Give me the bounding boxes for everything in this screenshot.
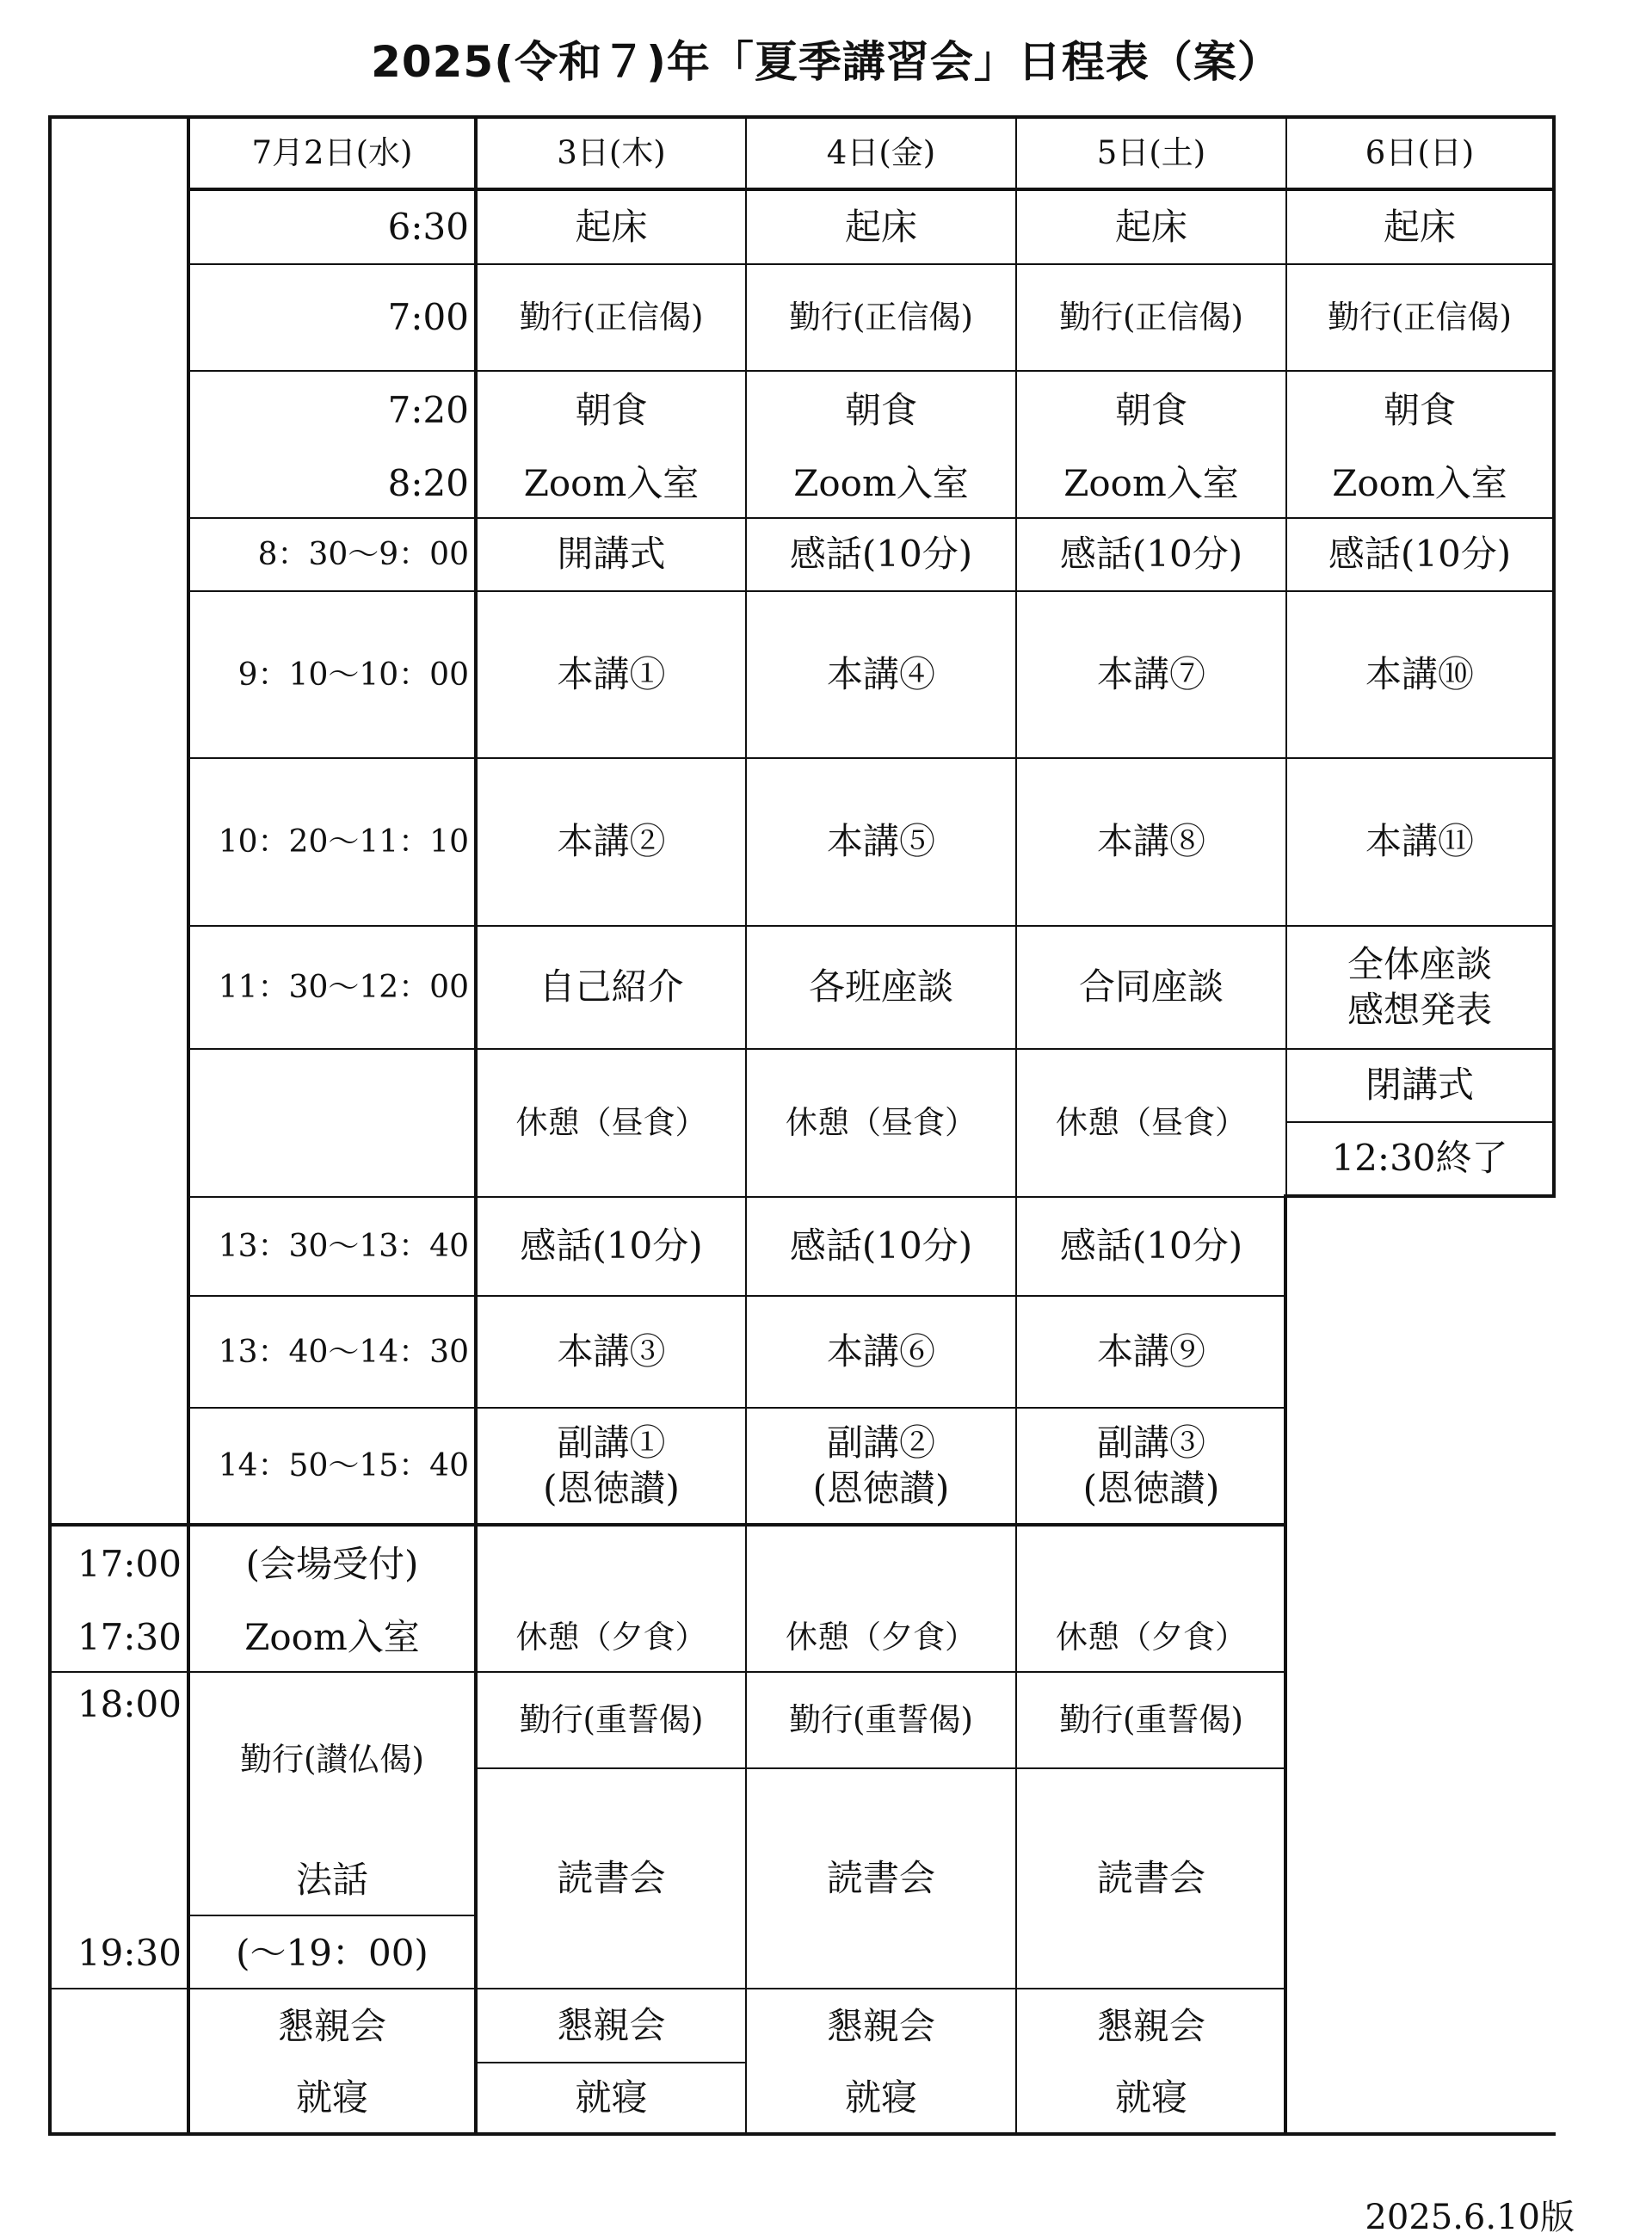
day3-breakfast: 朝食 (844, 389, 917, 432)
day1-zoom: Zoom入室 (244, 1615, 420, 1658)
page-title: 2025(令和７)年「夏季講習会」日程表（案） (371, 37, 1281, 87)
day3-dokusho: 読書会 (826, 1856, 935, 1899)
header-day5: 6日(日) (1365, 133, 1475, 171)
table-border-left (48, 115, 52, 2134)
day3-konshin: 懇親会 (826, 2004, 935, 2047)
day2-zoom: Zoom入室 (523, 462, 700, 505)
day4-wake: 起床 (1114, 205, 1187, 248)
day1-shushin: 就寝 (295, 2076, 368, 2119)
day3-fuku-title: 副講② (826, 1422, 935, 1464)
day3-wake: 起床 (844, 205, 917, 248)
day3-lunch: 休憩（昼食） (786, 1103, 977, 1141)
day3-fuku-sub: (恩徳讃) (812, 1466, 950, 1509)
day4-zoom: Zoom入室 (1063, 462, 1239, 505)
day3-gongyo-am: 勤行(正信偈) (789, 298, 973, 336)
day5-noon-line2: 感想発表 (1347, 988, 1492, 1031)
day4-fuku-title: 副講③ (1096, 1422, 1205, 1464)
header-day2: 3日(木) (557, 133, 666, 171)
day2-fuku (478, 1409, 745, 1523)
day4-k2: 本講⑧ (1096, 820, 1205, 863)
day4-noon: 合同座談 (1078, 965, 1224, 1008)
day4-first: 感話(10分) (1059, 533, 1243, 576)
time-0720: 7:20 (387, 389, 469, 432)
day4-k3: 本講⑨ (1096, 1329, 1205, 1372)
time-1730: 17:30 (77, 1615, 182, 1658)
day4-gongyo-pm: 勤行(重誓偈) (1059, 1700, 1243, 1738)
day2-noon: 自己紹介 (539, 965, 684, 1008)
day2-first: 開講式 (557, 533, 666, 576)
day2-lunch: 休憩（昼食） (515, 1103, 707, 1141)
day3-shushin: 就寝 (844, 2076, 917, 2119)
time-1130: 11：30～12：00 (218, 970, 469, 1005)
day3-k3: 本講⑥ (826, 1329, 935, 1372)
day5-wake: 起床 (1383, 205, 1456, 248)
day5-noon-line1: 全体座談 (1347, 943, 1492, 985)
day1-reception: (会場受付) (245, 1542, 419, 1585)
header-day3: 4日(金) (826, 133, 936, 171)
day5-k1: 本講⑩ (1365, 652, 1474, 695)
day5-zoom: Zoom入室 (1332, 462, 1507, 505)
day3-dinner: 休憩（夕食） (786, 1618, 977, 1656)
day1-howa: 法話 (295, 1858, 368, 1901)
table-border-right (1552, 115, 1556, 1198)
row-line (187, 370, 1556, 372)
day4-gongyo-am: 勤行(正信偈) (1059, 298, 1243, 336)
time-1330: 13：30～13：40 (218, 1229, 469, 1264)
time-1800: 18:00 (77, 1682, 182, 1725)
day5-gongyo-am: 勤行(正信偈) (1328, 298, 1512, 336)
day4-fuku-sub: (恩徳讃) (1082, 1466, 1220, 1509)
day3-noon: 各班座談 (808, 965, 953, 1008)
day3-fuku (747, 1409, 1015, 1523)
day4-lunch: 休憩（昼食） (1056, 1103, 1247, 1141)
version-label: 2025.6.10版 (1365, 2198, 1575, 2237)
row-line (187, 1915, 476, 1916)
day5-end: 12:30終了 (1331, 1137, 1508, 1180)
day5-first: 感話(10分) (1328, 533, 1512, 576)
time-0830: 8：30～9：00 (257, 537, 469, 572)
day3-k2: 本講⑤ (826, 820, 935, 863)
day3-kanwa: 感話(10分) (789, 1224, 973, 1268)
day4-breakfast: 朝食 (1114, 389, 1187, 432)
time-1930: 19:30 (77, 1931, 182, 1974)
day1-konshin: 懇親会 (277, 2004, 386, 2047)
day4-k1: 本講⑦ (1096, 652, 1205, 695)
day2-kanwa: 感話(10分) (520, 1224, 703, 1268)
day2-k3: 本講③ (557, 1329, 666, 1372)
day4-dokusho: 読書会 (1096, 1856, 1205, 1899)
day4-dinner: 休憩（夕食） (1056, 1618, 1247, 1656)
day2-dokusho: 読書会 (557, 1856, 666, 1899)
day2-gongyo-am: 勤行(正信偈) (519, 298, 704, 336)
time-1340: 13：40～14：30 (218, 1334, 469, 1370)
day4-fuku (1017, 1409, 1285, 1523)
day2-fuku-sub: (恩徳讃) (543, 1466, 680, 1509)
day3-first: 感話(10分) (789, 533, 973, 576)
day2-shushin: 就寝 (575, 2076, 648, 2119)
day4-shushin: 就寝 (1114, 2076, 1187, 2119)
day2-breakfast: 朝食 (575, 389, 648, 432)
day2-fuku-title: 副講① (557, 1422, 666, 1464)
time-1450: 14：50～15：40 (218, 1448, 469, 1483)
day2-wake: 起床 (575, 205, 648, 248)
day2-konshin: 懇親会 (557, 2003, 666, 2046)
row-line (48, 1523, 1285, 1527)
day2-k1: 本講① (557, 652, 666, 695)
time-1020: 10：20～11：10 (218, 824, 469, 860)
time-0630: 6:30 (387, 205, 469, 248)
day2-k2: 本講② (557, 820, 666, 863)
time-0820: 8:20 (387, 462, 469, 505)
day4-konshin: 懇親会 (1096, 2004, 1205, 2047)
day1-gongyo: 勤行(讃仏偈) (240, 1740, 424, 1778)
day5-k2: 本講⑪ (1365, 820, 1474, 863)
time-0910: 9：10～10：00 (237, 657, 469, 693)
header-day1: 7月2日(水) (251, 133, 413, 171)
day2-gongyo-pm: 勤行(重誓偈) (519, 1700, 704, 1738)
day3-gongyo-pm: 勤行(重誓偈) (789, 1700, 973, 1738)
day3-k1: 本講④ (826, 652, 935, 695)
time-0700: 7:00 (387, 295, 469, 338)
day5-noon (1287, 927, 1552, 1048)
header-day4: 5日(土) (1096, 133, 1206, 171)
table-border-bottom (48, 2132, 1556, 2136)
day3-zoom: Zoom入室 (793, 462, 969, 505)
day5-breakfast: 朝食 (1383, 389, 1456, 432)
day2-dinner: 休憩（夕食） (515, 1618, 707, 1656)
day5-closing: 閉講式 (1365, 1064, 1474, 1107)
day1-until: (～19：00) (236, 1931, 428, 1974)
day4-kanwa: 感話(10分) (1059, 1224, 1243, 1268)
time-1700: 17:00 (77, 1542, 182, 1585)
day5-end-line (1284, 1194, 1556, 1198)
